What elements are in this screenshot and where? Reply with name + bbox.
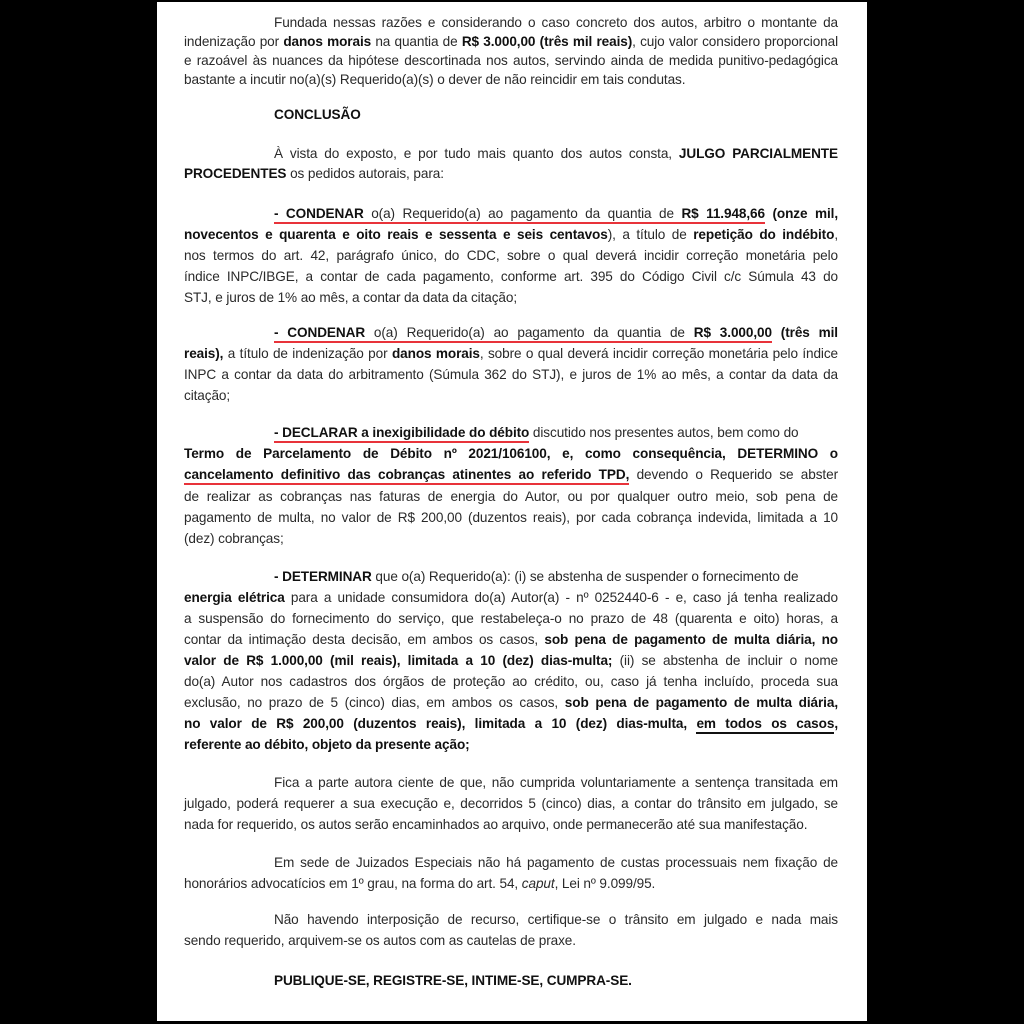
bold-text: sob pena de pagamento de multa diária, <box>564 695 838 710</box>
text-line <box>184 873 838 895</box>
text-line: nada for requerido, os autos serão encaminhados ao arquivo, onde permanecerão até sua manifestação. <box>184 817 808 832</box>
text-line <box>184 734 838 756</box>
italic-text: caput <box>521 876 555 891</box>
text-line: Fica a parte autora ciente de que, não cumprida voluntariamente a sentença transitada em <box>274 775 838 790</box>
text-line: e razoável às nuances da hipótese descortinada nos autos, servindo ainda de medida punitivo-pedagógica <box>184 53 838 68</box>
bold-text: , <box>834 716 838 731</box>
bold-text: reais), <box>184 346 224 361</box>
text-line: Fundada nessas razões e considerando o caso concreto dos autos, arbitro o montante da <box>274 15 838 30</box>
text-line: do(a) Autor nos cadastros dos órgãos de proteção ao crédito, ou, caso já tenha incluído, proceda sua <box>184 674 838 689</box>
text-line: Não havendo interposição de recurso, certifique-se o trânsito em julgado e nada mais <box>274 912 838 927</box>
text: (ii) se abstenha de incluir o nome <box>612 653 839 668</box>
text-line: pagamento de multa, no valor de R$ 200,00 (duzentos reais), por cada cobrança indevida, limitada a 10 <box>184 510 838 525</box>
text-line <box>184 224 838 246</box>
text-line: índice INPC/IBGE, a contar de cada pagamento, conforme art. 395 do Código Civil c/c Súmula 43 do <box>184 269 838 284</box>
red-underline-highlight: cancelamento definitivo das cobranças atinentes ao referido TPD, <box>184 467 629 485</box>
text-line: a suspensão do fornecimento do serviço, que restabeleça-o no prazo de 48 (quarenta e oito) horas, a <box>184 611 838 626</box>
text-line <box>184 203 838 225</box>
bold-text: no valor de R$ 200,00 (duzentos reais), limitada a 10 (dez) dias-multa, <box>184 716 697 731</box>
bold-text: - CONDENAR <box>274 206 364 221</box>
text-line: de realizar as cobranças nas faturas de energia do Autor, ou por qualquer outro meio, sob pena de <box>184 489 838 504</box>
bold-text: repetição do indébito <box>693 227 835 242</box>
closing-statement <box>184 970 838 992</box>
text-line <box>184 566 838 588</box>
red-underline-highlight <box>274 206 765 224</box>
text-line <box>184 464 838 486</box>
text-line: sendo requerido, arquivem-se os autos com as cautelas de praxe. <box>184 933 576 948</box>
text-line <box>184 692 838 714</box>
text: devendo o Requerido se abster <box>629 467 838 482</box>
bold-text: - CONDENAR <box>274 325 366 340</box>
text: os pedidos autorais, para: <box>286 166 444 181</box>
text-line <box>184 629 838 651</box>
text-line: INPC a contar da data do arbitramento (Súmula 362 do STJ), e juros de 1% ao mês, a contar da data da <box>184 367 838 382</box>
text: contar da intimação desta decisão, em ambos os casos, <box>184 632 545 647</box>
text-line <box>184 422 838 444</box>
bold-text: PUBLIQUE-SE, REGISTRE-SE, INTIME-SE, CUMPRA-SE. <box>274 973 632 988</box>
text-line: STJ, e juros de 1% ao mês, a contar da data da citação; <box>184 290 518 305</box>
bold-text: danos morais <box>283 34 372 49</box>
heading-text: CONCLUSÃO <box>274 107 361 122</box>
bold-text: referente ao débito, objeto da presente ação; <box>184 737 470 752</box>
text-line: julgado, poderá requerer a sua execução e, decorridos 5 (cinco) dias, a contar do trânsito em julgado, se <box>184 796 838 811</box>
text-line <box>184 322 838 344</box>
bold-text: R$ 3.000,00 (três mil reais) <box>461 34 633 49</box>
document-page <box>157 2 867 1021</box>
text: na quantia de <box>371 34 462 49</box>
text-line: nos termos do art. 42, parágrafo único, do CDC, sobre o qual deverá incidir correção monetária pelo <box>184 248 838 263</box>
black-underline-highlight: em todos os casos <box>696 716 834 734</box>
bold-text: - DETERMINAR <box>274 569 372 584</box>
bold-text: Termo de Parcelamento de Débito nº 2021/106100, e, como consequência, DETERMINO o <box>184 446 838 461</box>
text: , cujo valor considero proporcional <box>632 34 838 49</box>
text: que o(a) Requerido(a): (i) se abstenha de suspender o fornecimento de <box>371 569 799 584</box>
red-underline-highlight: - DECLARAR a inexigibilidade do débito <box>274 425 529 443</box>
text: exclusão, no prazo de 5 (cinco) dias, em ambos os casos, <box>184 695 565 710</box>
red-underline-highlight <box>274 325 772 343</box>
bold-text: sob pena de pagamento de multa diária, no <box>544 632 838 647</box>
text-line <box>184 587 838 609</box>
section-heading <box>184 104 838 126</box>
text-line: bastante a incutir no(a)(s) Requerido(a)(s) o dever de não reincidir em tais condutas. <box>184 72 686 87</box>
text: o(a) Requerido(a) ao pagamento da quantia de <box>365 325 694 340</box>
text: discutido nos presentes autos, bem como do <box>529 425 799 440</box>
text: o(a) Requerido(a) ao pagamento da quantia de <box>363 206 682 221</box>
bold-text: danos morais <box>391 346 480 361</box>
text: À vista do exposto, e por tudo mais quanto dos autos consta, <box>274 146 679 161</box>
bold-text: (três mil <box>771 325 838 340</box>
text-line: citação; <box>184 388 231 403</box>
bold-text: PROCEDENTES <box>184 166 287 181</box>
text-line <box>184 163 838 185</box>
text-line: Em sede de Juizados Especiais não há pagamento de custas processuais nem fixação de <box>274 855 838 870</box>
bold-text: JULGO PARCIALMENTE <box>678 146 838 161</box>
text: para a unidade consumidora do(a) Autor(a) - nº 0252440-6 - e, caso já tenha realizado <box>284 590 838 605</box>
text: indenização por <box>184 34 284 49</box>
text-line <box>184 443 838 465</box>
text: , <box>834 227 839 242</box>
text: a título de indenização por <box>223 346 392 361</box>
bold-text: novecentos e quarenta e oito reais e sessenta e seis centavos <box>184 227 608 242</box>
bold-text: R$ 11.948,66 <box>681 206 765 221</box>
bold-text: energia elétrica <box>184 590 285 605</box>
text-line <box>184 713 838 735</box>
text-line <box>184 650 838 672</box>
bold-text: (onze mil, <box>764 206 838 221</box>
text: , Lei nº 9.099/95. <box>554 876 656 891</box>
text: honorários advocatícios em 1º grau, na forma do art. 54, <box>184 876 522 891</box>
text: ), a título de <box>607 227 694 242</box>
text-line <box>184 343 838 365</box>
bold-text: valor de R$ 1.000,00 (mil reais), limitada a 10 (dez) dias-multa; <box>184 653 613 668</box>
bold-text: R$ 3.000,00 <box>693 325 772 340</box>
text: , sobre o qual deverá incidir correção monetária pelo índice <box>479 346 839 361</box>
text-line <box>184 143 838 165</box>
text-line: (dez) cobranças; <box>184 531 284 546</box>
